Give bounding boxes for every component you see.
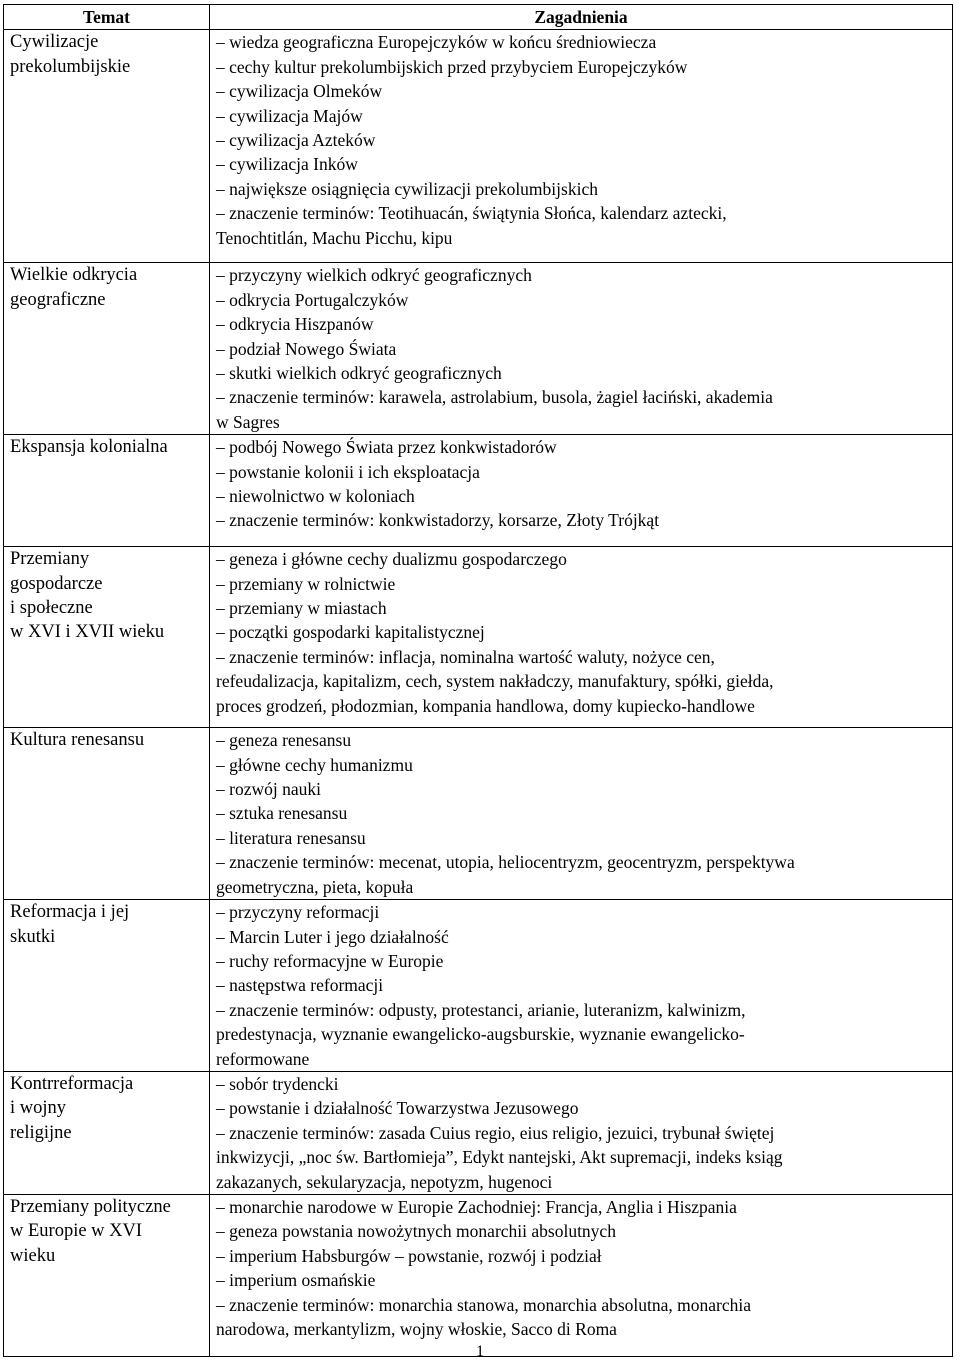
issue-item: predestynacja, wyznanie ewangelicko-augsburskie, wyznanie ewangelicko- — [216, 1024, 745, 1045]
issues-cell — [210, 30, 953, 263]
table-row — [4, 547, 953, 728]
issue-item: – odkrycia Portugalczyków — [216, 289, 409, 310]
issue-item: – przemiany w rolnictwie — [216, 573, 396, 594]
issues-cell — [210, 547, 953, 728]
topic-cell — [4, 900, 210, 1072]
issue-item: – ruchy reformacyjne w Europie — [216, 950, 444, 971]
issue-item: inkwizycji, „noc św. Bartłomieja”, Edykt nantejski, Akt supremacji, indeks ksiąg — [216, 1147, 783, 1168]
issue-item: – niewolnictwo w koloniach — [216, 486, 415, 507]
issue-item: – cywilizacja Inków — [216, 154, 358, 175]
issue-item: – odkrycia Hiszpanów — [216, 314, 374, 335]
issue-item: zakazanych, sekularyzacja, nepotyzm, hugenoci — [216, 1171, 553, 1192]
topic-cell — [4, 728, 210, 900]
topic-line: Przemiany polityczne — [10, 1196, 171, 1217]
issue-item: – znaczenie terminów: odpusty, protestanci, arianie, luteranizm, kalwinizm, — [216, 999, 746, 1020]
issue-item: – cywilizacja Azteków — [216, 130, 376, 151]
topic-line: religijne — [10, 1122, 72, 1143]
topic-line: w Europie w XVI — [10, 1221, 143, 1242]
topic-line: Kultura renesansu — [10, 730, 145, 751]
issue-item: – znaczenie terminów: mecenat, utopia, heliocentryzm, geocentryzm, perspektywa — [216, 852, 795, 873]
issues-cell — [210, 435, 953, 547]
issue-item: – znaczenie terminów: monarchia stanowa, monarchia absolutna, monarchia — [216, 1294, 751, 1315]
issue-item: – następstwa reformacji — [216, 975, 384, 996]
issue-item: – powstanie kolonii i ich eksploatacja — [216, 461, 480, 482]
table-row — [4, 435, 953, 547]
issues-header: Zagadnienia — [210, 5, 953, 30]
topic-line: wieku — [10, 1245, 56, 1266]
issue-item: – cywilizacja Olmeków — [216, 81, 383, 102]
topic-line: Cywilizacje — [10, 32, 99, 53]
topic-line: Przemiany — [10, 549, 90, 570]
issue-item: – imperium osmańskie — [216, 1270, 376, 1291]
topic-line: Reformacja i jej — [10, 902, 130, 923]
topic-cell — [4, 435, 210, 547]
page-number: 1 — [476, 1343, 484, 1360]
topic-header: Temat — [4, 5, 210, 30]
issue-item: narodowa, merkantylizm, wojny włoskie, Sacco di Roma — [216, 1319, 617, 1339]
issue-item: – sobór trydencki — [216, 1073, 339, 1094]
table-row — [4, 30, 953, 263]
issue-item: – największe osiągnięcia cywilizacji prekolumbijskich — [216, 178, 598, 199]
topic-line: Wielkie odkrycia — [10, 265, 138, 286]
issues-cell — [210, 1071, 953, 1194]
issue-item: reformowane — [216, 1048, 310, 1069]
issues-cell — [210, 1194, 953, 1356]
issue-item: – znaczenie terminów: inflacja, nominalna wartość waluty, nożyce cen, — [216, 646, 715, 667]
issue-item: – monarchie narodowe w Europie Zachodniej: Francja, Anglia i Hiszpania — [216, 1196, 737, 1217]
topic-cell — [4, 1071, 210, 1194]
issue-item: – skutki wielkich odkryć geograficznych — [216, 363, 502, 384]
issue-item: – Marcin Luter i jego działalność — [216, 926, 449, 947]
issues-cell — [210, 900, 953, 1072]
table-row — [4, 1194, 953, 1356]
table-row — [4, 728, 953, 900]
issue-item: – geneza renesansu — [216, 730, 352, 751]
issue-item: refeudalizacja, kapitalizm, cech, system nakładczy, manufaktury, spółki, giełda, — [216, 671, 774, 692]
issue-item: – imperium Habsburgów – powstanie, rozwój i podział — [216, 1245, 602, 1266]
issue-item: – główne cechy humanizmu — [216, 754, 413, 775]
issue-item: – geneza powstania nowożytnych monarchii absolutnych — [216, 1221, 616, 1242]
topic-line: prekolumbijskie — [10, 56, 131, 77]
topic-line: Ekspansja kolonialna — [10, 437, 168, 458]
issue-item: – literatura renesansu — [216, 827, 366, 848]
table-row — [4, 263, 953, 435]
issue-item: – cechy kultur prekolumbijskich przed przybyciem Europejczyków — [216, 56, 688, 77]
issues-cell — [210, 263, 953, 435]
issue-item: – przyczyny wielkich odkryć geograficznych — [216, 265, 532, 286]
issue-item: – znaczenie terminów: Teotihuacán, świątynia Słońca, kalendarz aztecki, — [216, 203, 727, 224]
topic-line: gospodarcze — [10, 573, 103, 594]
issue-item: – cywilizacja Majów — [216, 105, 363, 126]
issue-item: – podbój Nowego Świata przez konkwistadorów — [216, 437, 557, 458]
table-row — [4, 900, 953, 1072]
issue-item: geometryczna, pieta, kopuła — [216, 876, 414, 897]
issue-item: – rozwój nauki — [216, 779, 321, 800]
syllabus-table — [3, 4, 953, 1357]
issue-item: – początki gospodarki kapitalistycznej — [216, 622, 485, 643]
issue-item: Tenochtitlán, Machu Picchu, kipu — [216, 227, 453, 248]
topic-line: Kontrreformacja — [10, 1073, 134, 1094]
issue-item: – sztuka renesansu — [216, 803, 348, 824]
issue-item: proces grodzeń, płodozmian, kompania handlowa, domy kupiecko-handlowe — [216, 695, 755, 716]
issue-item: – powstanie i działalność Towarzystwa Jezusowego — [216, 1098, 579, 1119]
topic-line: w XVI i XVII wieku — [10, 622, 165, 643]
issue-item: w Sagres — [216, 411, 280, 432]
issue-item: – przemiany w miastach — [216, 598, 387, 619]
topic-cell — [4, 263, 210, 435]
issue-item: – znaczenie terminów: konkwistadorzy, korsarze, Złoty Trójkąt — [216, 510, 660, 531]
table-body — [4, 30, 953, 1357]
topic-line: i wojny — [10, 1098, 67, 1119]
issue-item: – znaczenie terminów: karawela, astrolabium, busola, żagiel łaciński, akademia — [216, 387, 773, 408]
topic-line: geograficzne — [10, 289, 106, 310]
table-row — [4, 1071, 953, 1194]
topic-cell — [4, 30, 210, 263]
issue-item: – podział Nowego Świata — [216, 338, 397, 359]
topic-line: i społeczne — [10, 598, 93, 619]
topic-cell — [4, 1194, 210, 1356]
topic-cell — [4, 547, 210, 728]
header-row — [4, 5, 953, 30]
issue-item: – wiedza geograficzna Europejczyków w końcu średniowiecza — [216, 32, 657, 53]
issue-item: – znaczenie terminów: zasada Cuius regio, eius religio, jezuici, trybunał świętej — [216, 1122, 775, 1143]
issue-item: – geneza i główne cechy dualizmu gospodarczego — [216, 549, 567, 570]
issue-item: – przyczyny reformacji — [216, 902, 380, 923]
topic-line: skutki — [10, 926, 56, 947]
issues-cell — [210, 728, 953, 900]
